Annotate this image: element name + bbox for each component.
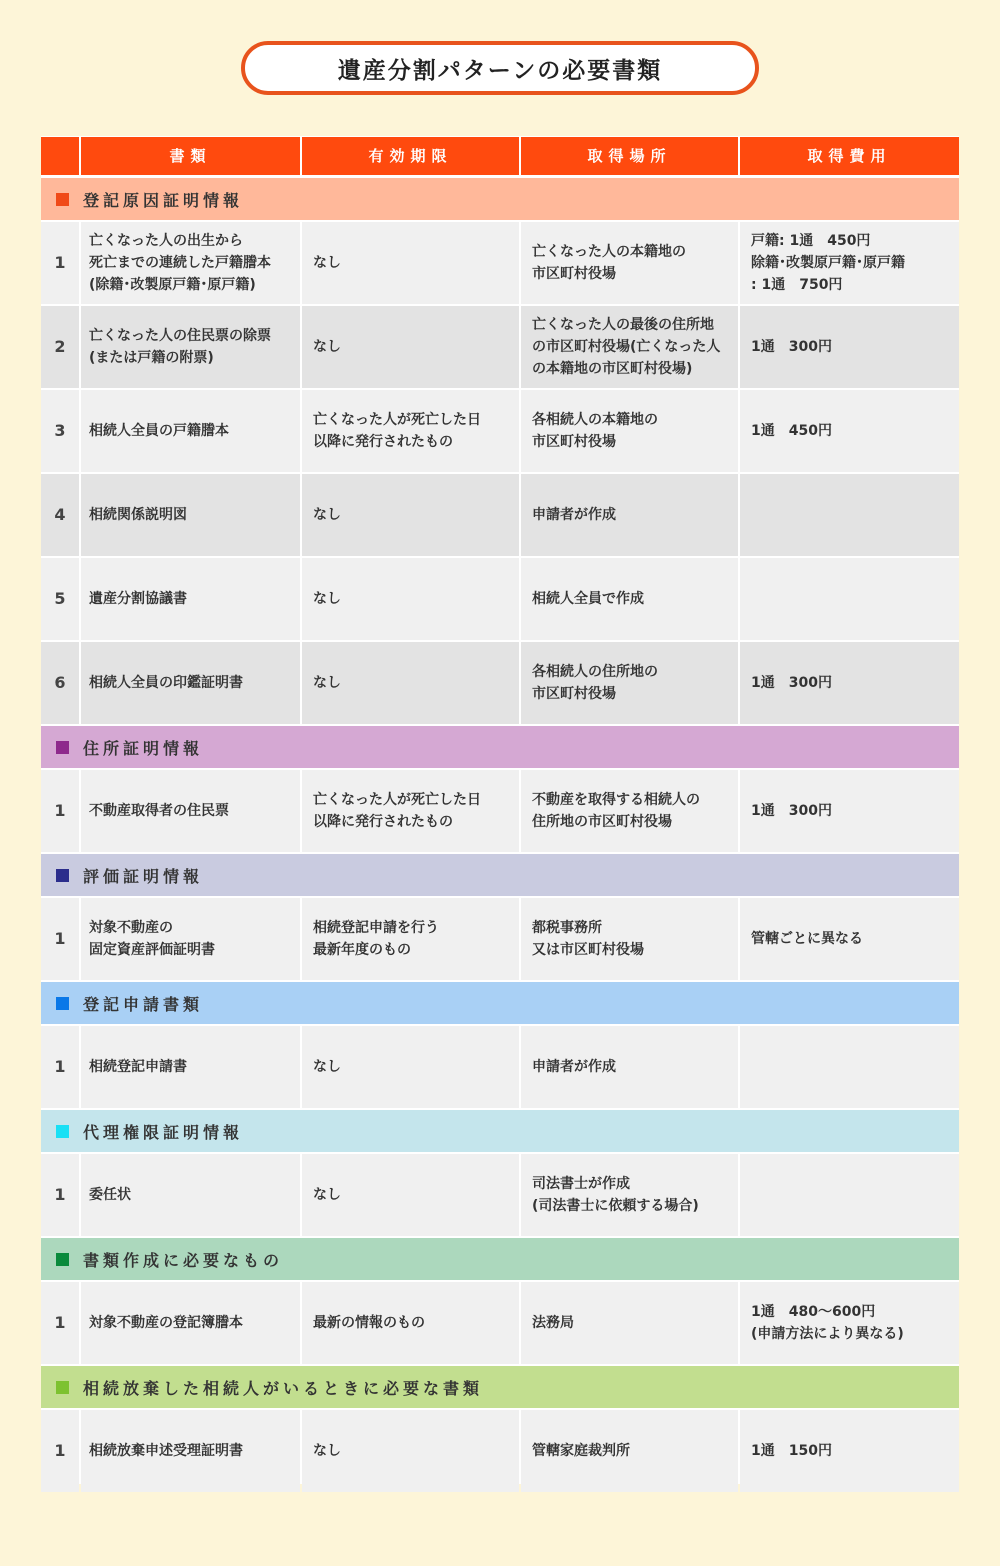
obtain-place: 申請者が作成: [521, 1026, 738, 1108]
obtain-place: 各相続人の本籍地の 市区町村役場: [521, 390, 738, 472]
section-title: 登記原因証明情報: [83, 190, 244, 210]
fee: 1通 480〜600円 (申請方法により異なる): [740, 1282, 959, 1364]
page-title: 遺産分割パターンの必要書類: [241, 41, 759, 95]
row-number: 1: [41, 1154, 79, 1236]
header-blank: [41, 137, 79, 175]
row-number: 5: [41, 558, 79, 640]
expiry: 亡くなった人が死亡した日 以降に発行されたもの: [302, 770, 519, 852]
section-header: [41, 982, 959, 1024]
section-marker: [56, 1253, 69, 1266]
expiry: 相続登記申請を行う 最新年度のもの: [302, 898, 519, 980]
row-number: 4: [41, 474, 79, 556]
fee: 管轄ごとに異なる: [740, 898, 959, 980]
fee: [740, 1026, 959, 1108]
fee: 1通 450円: [740, 390, 959, 472]
column-header: 有効期限: [302, 137, 519, 175]
expiry: なし: [302, 222, 519, 304]
column-header: 書類: [81, 137, 300, 175]
document-name: 委任状: [81, 1154, 300, 1236]
obtain-place: 亡くなった人の本籍地の 市区町村役場: [521, 222, 738, 304]
obtain-place: 司法書士が作成 (司法書士に依頼する場合): [521, 1154, 738, 1236]
document-name: 相続放棄申述受理証明書: [81, 1410, 300, 1492]
document-name: 相続人全員の戸籍謄本: [81, 390, 300, 472]
obtain-place: 管轄家庭裁判所: [521, 1410, 738, 1492]
fee: 1通 150円: [740, 1410, 959, 1492]
section-marker: [56, 869, 69, 882]
expiry: 亡くなった人が死亡した日 以降に発行されたもの: [302, 390, 519, 472]
obtain-place: 不動産を取得する相続人の 住所地の市区町村役場: [521, 770, 738, 852]
expiry: なし: [302, 558, 519, 640]
section-marker: [56, 997, 69, 1010]
fee: [740, 1154, 959, 1236]
section-header: [41, 726, 959, 768]
obtain-place: 法務局: [521, 1282, 738, 1364]
document-name: 不動産取得者の住民票: [81, 770, 300, 852]
document-name: 相続登記申請書: [81, 1026, 300, 1108]
row-number: 1: [41, 1026, 79, 1108]
column-header: 取得費用: [740, 137, 959, 175]
section-header: [41, 1366, 959, 1408]
title-banner: [241, 41, 759, 95]
obtain-place: 亡くなった人の最後の住所地 の市区町村役場(亡くなった人 の本籍地の市区町村役場): [521, 306, 738, 388]
section-header: [41, 1238, 959, 1280]
document-name: 遺産分割協議書: [81, 558, 300, 640]
section-title: 相続放棄した相続人がいるときに必要な書類: [83, 1378, 484, 1398]
expiry: なし: [302, 642, 519, 724]
section-header: [41, 1110, 959, 1152]
row-number: 1: [41, 222, 79, 304]
section-header: [41, 178, 959, 220]
fee: 戸籍: 1通 450円 除籍･改製原戸籍･原戸籍 : 1通 750円: [740, 222, 959, 304]
obtain-place: 申請者が作成: [521, 474, 738, 556]
section-title: 書類作成に必要なもの: [83, 1250, 284, 1270]
section-marker: [56, 741, 69, 754]
document-name: 対象不動産の登記簿謄本: [81, 1282, 300, 1364]
fee: 1通 300円: [740, 306, 959, 388]
document-name: 亡くなった人の住民票の除票 (または戸籍の附票): [81, 306, 300, 388]
row-number: 1: [41, 1410, 79, 1492]
fee: 1通 300円: [740, 642, 959, 724]
section-title: 代理権限証明情報: [83, 1122, 244, 1142]
obtain-place: 相続人全員で作成: [521, 558, 738, 640]
expiry: なし: [302, 1410, 519, 1492]
row-number: 3: [41, 390, 79, 472]
section-title: 評価証明情報: [83, 866, 204, 886]
fee: [740, 474, 959, 556]
column-header: 取得場所: [521, 137, 738, 175]
section-title: 住所証明情報: [83, 738, 204, 758]
document-name: 対象不動産の 固定資産評価証明書: [81, 898, 300, 980]
expiry: なし: [302, 1154, 519, 1236]
expiry: 最新の情報のもの: [302, 1282, 519, 1364]
document-name: 相続関係説明図: [81, 474, 300, 556]
obtain-place: 各相続人の住所地の 市区町村役場: [521, 642, 738, 724]
row-number: 6: [41, 642, 79, 724]
expiry: なし: [302, 474, 519, 556]
row-number: 1: [41, 1282, 79, 1364]
section-marker: [56, 193, 69, 206]
section-marker: [56, 1125, 69, 1138]
expiry: なし: [302, 306, 519, 388]
section-header: [41, 854, 959, 896]
fee: [740, 558, 959, 640]
obtain-place: 都税事務所 又は市区町村役場: [521, 898, 738, 980]
section-marker: [56, 1381, 69, 1394]
expiry: なし: [302, 1026, 519, 1108]
document-name: 亡くなった人の出生から 死亡までの連続した戸籍謄本 (除籍･改製原戸籍･原戸籍): [81, 222, 300, 304]
documents-table: [41, 136, 959, 1484]
row-number: 2: [41, 306, 79, 388]
fee: 1通 300円: [740, 770, 959, 852]
section-title: 登記申請書類: [83, 994, 204, 1014]
document-name: 相続人全員の印鑑証明書: [81, 642, 300, 724]
row-number: 1: [41, 770, 79, 852]
row-number: 1: [41, 898, 79, 980]
